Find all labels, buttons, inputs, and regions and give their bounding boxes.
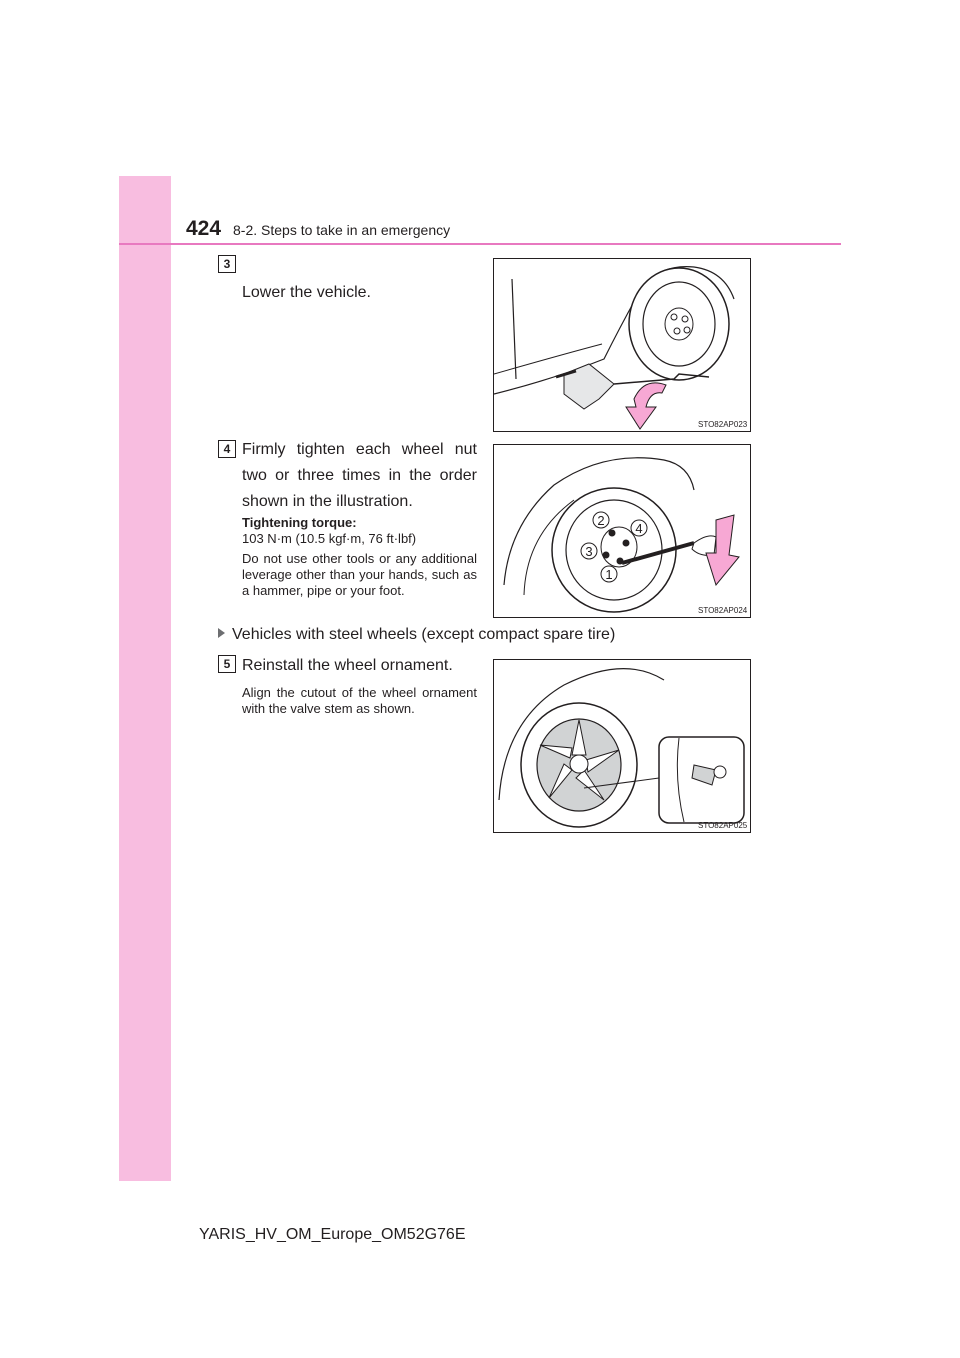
step-number-4: 4 (218, 440, 236, 458)
nut-label-1: 1 (605, 567, 613, 582)
tighten-order-illustration (494, 445, 750, 617)
page-number: 424 (186, 217, 222, 240)
wheel-ornament-illustration (494, 660, 750, 832)
figure-wheel-ornament (493, 659, 751, 833)
step-3-text: Lower the vehicle. (242, 284, 371, 301)
figure-code-023: STO82AP023 (698, 420, 748, 429)
condition-note (218, 626, 615, 644)
torque-value: 103 N·m (10.5 kgf·m, 76 ft·lbf) (242, 531, 417, 546)
jack-lowering-illustration (494, 259, 750, 431)
header-rule (119, 243, 841, 245)
figure-code-025: STO82AP025 (698, 821, 748, 830)
section-title: 8-2. Steps to take in an emergency (233, 222, 451, 238)
figure-lower-vehicle (493, 258, 751, 432)
footer-doc-id: YARIS_HV_OM_Europe_OM52G76E (199, 1226, 466, 1243)
condition-note-text: Vehicles with steel wheels (except compact spare tire) (232, 626, 616, 643)
nut-label-2: 2 (597, 513, 605, 528)
step-number-3: 3 (218, 255, 236, 273)
step-4-text: Firmly tighten each wheel nut two or three times in the order shown in the illustration. (242, 441, 477, 510)
figure-tighten-nuts (493, 444, 751, 618)
step-4-note: Do not use other tools or any additional leverage other than your hands, such as a hammer, pipe or your foot. (242, 551, 477, 598)
triangle-bullet-icon (218, 628, 225, 638)
step-5-text: Reinstall the wheel ornament. (242, 657, 453, 674)
side-tab-bar (119, 176, 171, 1181)
nut-label-4: 4 (635, 521, 643, 536)
step-5-note: Align the cutout of the wheel ornament with the valve stem as shown. (242, 685, 477, 716)
step-number-5: 5 (218, 655, 236, 673)
torque-label: Tightening torque: (242, 515, 357, 530)
nut-label-3: 3 (585, 544, 593, 559)
figure-code-024: STO82AP024 (698, 606, 748, 615)
